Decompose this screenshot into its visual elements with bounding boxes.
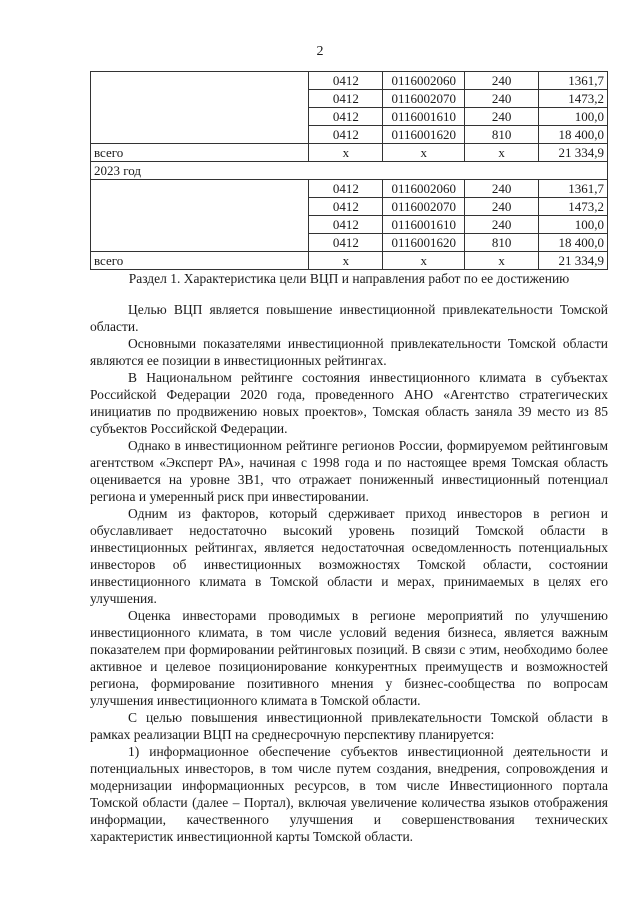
table-cell: 0412	[309, 90, 383, 108]
table-cell: 100,0	[539, 216, 608, 234]
budget-table	[90, 71, 608, 270]
table-cell-empty	[91, 180, 309, 252]
table-cell: 810	[465, 234, 539, 252]
paragraph: Оценка инвесторами проводимых в регионе мероприятий по улучшению инвестиционного климата, в том числе условий ведения бизнеса, является важным показателем при формировании рейтинговых позиций. В связи с этим, необходимо более активное и целевое позиционирование конкурентных преимуществ и возможностей региона, формирование позитивного мнения у бизнес-сообщества по вопросам улучшения инвестиционного климата в Томской области.	[90, 608, 608, 708]
table-cell: 0116002070	[383, 90, 465, 108]
table-cell: 0412	[309, 234, 383, 252]
table-cell: 1473,2	[539, 90, 608, 108]
total-label: всего	[91, 252, 309, 270]
table-total-row	[91, 252, 608, 270]
table-cell: 0116001610	[383, 108, 465, 126]
table-cell: 240	[465, 90, 539, 108]
table-cell: 0116002060	[383, 180, 465, 198]
table-cell: 1473,2	[539, 198, 608, 216]
table-cell: 0116001610	[383, 216, 465, 234]
table-cell: 18 400,0	[539, 234, 608, 252]
table-cell: 0412	[309, 126, 383, 144]
year-label: 2023 год	[91, 162, 309, 180]
table-cell: 0412	[309, 198, 383, 216]
table-cell-empty	[309, 162, 608, 180]
table-cell: 100,0	[539, 108, 608, 126]
table-cell: 1361,7	[539, 72, 608, 90]
table-cell: 1361,7	[539, 180, 608, 198]
table-cell: 240	[465, 198, 539, 216]
table-cell: 240	[465, 108, 539, 126]
total-label: всего	[91, 144, 309, 162]
table-row	[91, 180, 608, 198]
table-cell: х	[309, 252, 383, 270]
table-cell: 0116001620	[383, 126, 465, 144]
page-number: 2	[316, 44, 324, 59]
table-cell: 240	[465, 72, 539, 90]
paragraph: 1) информационное обеспечение субъектов инвестиционной деятельности и потенциальных инвесторов, в том числе путем создания, внедрения, сопровождения и модернизации информационных ресурсов, в том числе Инвестиционного портала Томской области (далее – Портал), включая увеличение количества языков отображения информации, качественного улучшения и совершенствования технических характеристик инвестиционной карты Томской области.	[90, 744, 608, 844]
paragraph: Одним из факторов, который сдерживает приход инвесторов в регион и обуславливает недостаточно высокий уровень позиций Томской области в инвестиционных рейтингах, является недостаточная осведомленность потенциальных инвесторов об инвестиционных возможностях Томской области, состоянии инвестиционного климата в Томской области и мерах, принимаемых в целях его улучшения.	[90, 506, 608, 606]
table-cell: 810	[465, 126, 539, 144]
table-cell: 18 400,0	[539, 126, 608, 144]
table-cell: 0116002060	[383, 72, 465, 90]
paragraph: С целью повышения инвестиционной привлекательности Томской области в рамках реализации ВЦП на среднесрочную перспективу планируется:	[90, 710, 608, 742]
year-row	[91, 162, 608, 180]
body-text	[90, 301, 608, 845]
table-cell: 0412	[309, 108, 383, 126]
table-cell: 240	[465, 180, 539, 198]
table-cell: 0412	[309, 180, 383, 198]
table-cell: 0412	[309, 72, 383, 90]
table-cell: х	[383, 252, 465, 270]
section-title: Раздел 1. Характеристика цели ВЦП и направления работ по ее достижению	[128, 271, 570, 286]
table-cell: 0116001620	[383, 234, 465, 252]
table-cell-empty	[91, 72, 309, 144]
total-value: 21 334,9	[539, 252, 608, 270]
table-cell: х	[465, 144, 539, 162]
paragraph: Основными показателями инвестиционной привлекательности Томской области являются ее позиции в инвестиционных рейтингах.	[90, 336, 608, 368]
table-cell: 0412	[309, 216, 383, 234]
table-total-row	[91, 144, 608, 162]
table-row	[91, 72, 608, 90]
total-value: 21 334,9	[539, 144, 608, 162]
paragraph: Однако в инвестиционном рейтинге регионов России, формируемом рейтинговым агентством «Эксперт РА», начиная с 1998 года и по настоящее время Томская область оценивается на уровне 3В1, что отражает пониженный инвестиционный потенциал региона и умеренный риск при инвестировании.	[90, 438, 608, 504]
paragraph: Целью ВЦП является повышение инвестиционной привлекательности Томской области.	[90, 302, 608, 334]
table-cell: 240	[465, 216, 539, 234]
table-cell: х	[309, 144, 383, 162]
table-cell: х	[383, 144, 465, 162]
paragraph: В Национальном рейтинге состояния инвестиционного климата в субъектах Российской Федерации 2020 года, проведенного АНО «Агентство стратегических инициатив по продвижению новых проектов», Томская область заняла 39 место из 85 субъектов Российской Федерации.	[90, 370, 608, 436]
table-cell: х	[465, 252, 539, 270]
table-cell: 0116002070	[383, 198, 465, 216]
